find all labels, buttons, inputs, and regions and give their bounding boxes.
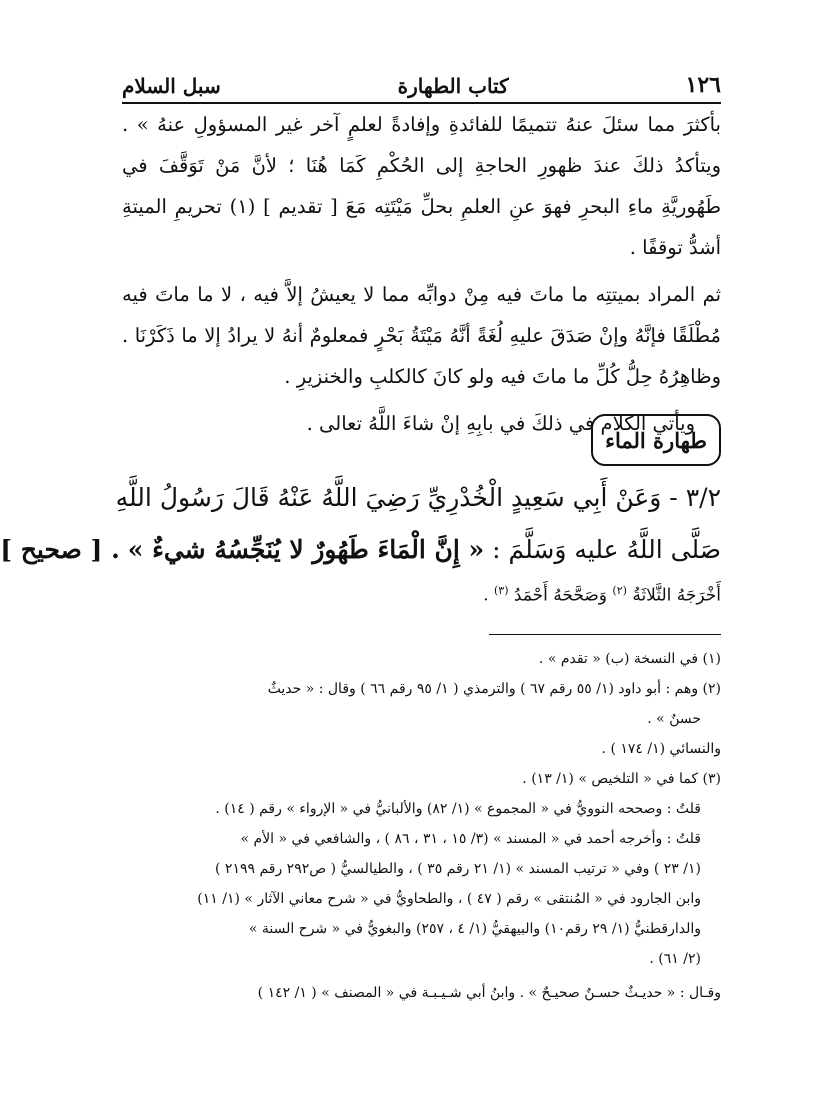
- footnote-2-cont: حسنٌ » .: [647, 711, 701, 727]
- footnote-3-line-f: (٢/ ٦١) .: [649, 951, 701, 967]
- footnote-ref-2: (٢): [612, 584, 627, 597]
- source-text-1: أَخْرَجَهُ الثَّلاثَةُ: [632, 585, 721, 606]
- book-title: سبل السلام: [122, 74, 221, 98]
- paragraph-1: بأكثرَ مما سئلَ عنهُ تتميمًا للفائدةِ وإفادةً لعلمٍ آخر غير المسؤولِ عنهُ » . ويتأكدُ ذلكَ عندَ ظهورِ الحاجةِ إلى الحُكْمِ كَمَا هُنَا ؛ لأنَّ مَنْ تَوَقَّفَ في طَهُوريَّةِ ماءِ البحرِ فهوَ عنِ العلمِ بحلِّ مَيْتَتِه مَعَ [ تقديم ] (١) تحريمِ الميتةِ أشدُّ توقفًا .: [122, 113, 721, 259]
- footnote-3-line-b: قلتُ : وأخرجه أحمد في « المسند » (٣/ ١٥ ، ٣١ ، ٨٦ ) ، والشافعي في « الأم »: [240, 831, 701, 847]
- footnote-3-line-g: وقـال : « حديـثٌ حسـنٌ صحيـحٌ » . وابنُ أبي شـيـبـة في « المصنف » ( ١/ ١٤٢ ): [257, 985, 721, 1001]
- hadith-source: [122, 576, 721, 611]
- footnote-3-line-c: (١/ ٢٣ ) وفي « ترتيب المسند » (١/ ٢١ رقم ٣٥ ) ، والطيالسيُّ ( ص٢٩٢ رقم ٢١٩٩ ): [215, 861, 701, 877]
- source-text-2: وَصَحَّحَهُ أَحْمَدُ: [513, 585, 607, 606]
- footnote-2: (٢) وهم : أبو داود (١/ ٥٥ رقم ٦٧ ) والترمذي ( ١/ ٩٥ رقم ٦٦ ) وقال : « حديثٌ: [267, 681, 721, 697]
- footnotes: [122, 644, 721, 1008]
- footnote-3-line-d: وابن الجارود في « المُنتقى » رقم ( ٤٧ ) ، والطحاويُّ في « شرح معاني الآثار » (١/ ١١): [197, 891, 701, 907]
- main-text: [122, 104, 721, 444]
- hadith-line-1: ٣/٢ - وَعَنْ أَبِي سَعِيدٍ الْخُدْرِيِّ رَضِيَ اللَّهُ عَنْهُ قَالَ رَسُولُ اللَّهِ: [115, 483, 721, 512]
- page-number: ١٢٦: [685, 72, 721, 98]
- footnote-3: (٣) كما في « التلخيص » (١/ ١٣) .: [522, 771, 721, 787]
- hadith-line-2: [0, 524, 721, 576]
- footnote-3-line-e: والدارقطنيُّ (١/ ٢٩ رقم١٠) والبيهقيُّ (١/ ٤ ، ٢٥٧) والبغويُّ في « شرح السنة »: [248, 921, 701, 937]
- footnote-divider: [489, 634, 721, 635]
- hadith-quote: « إِنَّ الْمَاءَ طَهُورٌ لا يُنَجِّسُهُ شيءٌ »: [127, 535, 485, 564]
- paragraph-2: ثم المراد بميتتِه ما ماتَ فيه مِنْ دوابِّه مما لا يعيشُ إلاَّ فيه ، لا ما ماتَ فيه مُطْلَقًا فإنَّهُ وإنْ صَدَقَ عليهِ لُغَةً أنَّهُ مَيْتَةُ بَحْرٍ فمعلومٌ أنهُ لا يرادُ إلا ما ذَكَرْنَا . وظاهِرُهُ حِلُّ كُلِّ ما ماتَ فيه ولو كانَ كالكلبِ والخنزيرِ .: [122, 283, 721, 388]
- footnote-1: (١) في النسخة (ب) « تقدم » .: [538, 651, 721, 667]
- source-end: .: [483, 585, 489, 606]
- hadith-grade: . [ صحيح ]: [0, 535, 120, 564]
- hadith-block: [0, 472, 721, 611]
- section-title: طهارة الماء: [605, 427, 707, 453]
- chapter-title: كتاب الطهارة: [397, 74, 509, 98]
- paragraph-3: ويأتي الكلام في ذلكَ في بابِهِ إنْ شاءَ اللَّهُ تعالى .: [306, 412, 695, 435]
- footnote-ref-3: (٣): [493, 584, 509, 597]
- hadith-intro: صَلَّى اللَّهُ عليه وَسَلَّمَ :: [492, 535, 721, 564]
- page-header: [122, 56, 721, 104]
- section-heading: [591, 414, 721, 466]
- footnote-2-nasai: والنسائي (١/ ١٧٤ ) .: [601, 741, 721, 757]
- footnote-3-line-a: قلتُ : وصححه النوويُّ في « المجموع » (١/ ٨٢) والألبانيُّ في « الإرواء » رقم ( ١٤) .: [215, 801, 701, 817]
